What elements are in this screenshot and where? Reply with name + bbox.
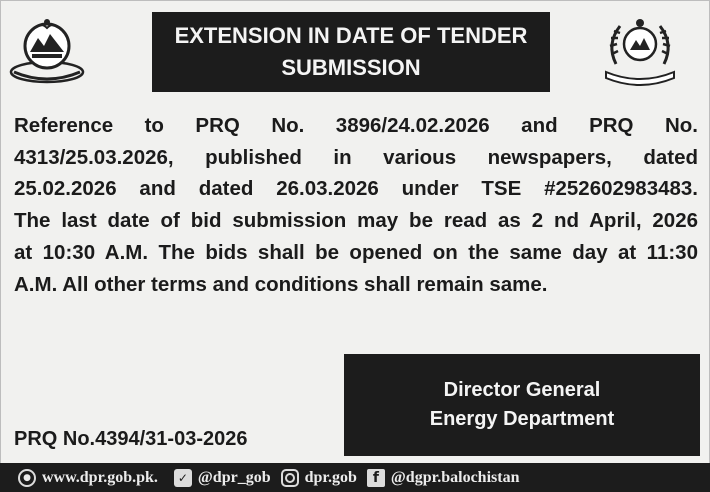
body-line: 25.02.2026 and dated 26.03.2026 under TSE #252602983483. (14, 177, 698, 201)
title-banner (152, 12, 550, 92)
footer-facebook[interactable] (367, 469, 520, 487)
body-line: A.M. All other terms and conditions shall remain same. (14, 272, 548, 296)
body-line: The last date of bid submission may be read as 2 nd April, 2026 (14, 209, 698, 233)
dgpr-emblem-logo (598, 14, 682, 86)
title-line-1: EXTENSION IN DATE OF TENDER (174, 23, 528, 48)
prq-number: PRQ No.4394/31-03-2026 (14, 428, 248, 450)
instagram-handle: dpr.gob (304, 468, 357, 486)
website-text: www.dpr.gob.pk. (42, 468, 158, 486)
title-line-2: SUBMISSION (281, 55, 421, 80)
instagram-icon (281, 469, 299, 487)
body-line: Reference to PRQ No. 3896/24.02.2026 and PRQ No. (14, 114, 698, 137)
footer-bar (0, 463, 710, 492)
body-line: 4313/25.03.2026, published in various newspapers, dated (14, 145, 698, 169)
signature-department: Energy Department (429, 408, 615, 430)
footer-website[interactable] (18, 469, 158, 487)
twitter-handle: @dpr_gob (197, 468, 271, 486)
twitter-icon: ✓ (174, 469, 192, 487)
facebook-icon: f (367, 469, 385, 487)
globe-icon: ● (18, 469, 36, 487)
notice-body (14, 110, 698, 300)
signature-designation: Director General (443, 379, 601, 401)
footer-instagram[interactable] (281, 469, 357, 487)
body-line: at 10:30 A.M. The bids shall be opened on the same day at 11:30 (14, 240, 698, 264)
facebook-handle: @dgpr.balochistan (390, 468, 520, 486)
signature-block (344, 354, 700, 456)
footer-twitter[interactable] (174, 469, 271, 487)
balochistan-emblem-logo (8, 14, 86, 86)
